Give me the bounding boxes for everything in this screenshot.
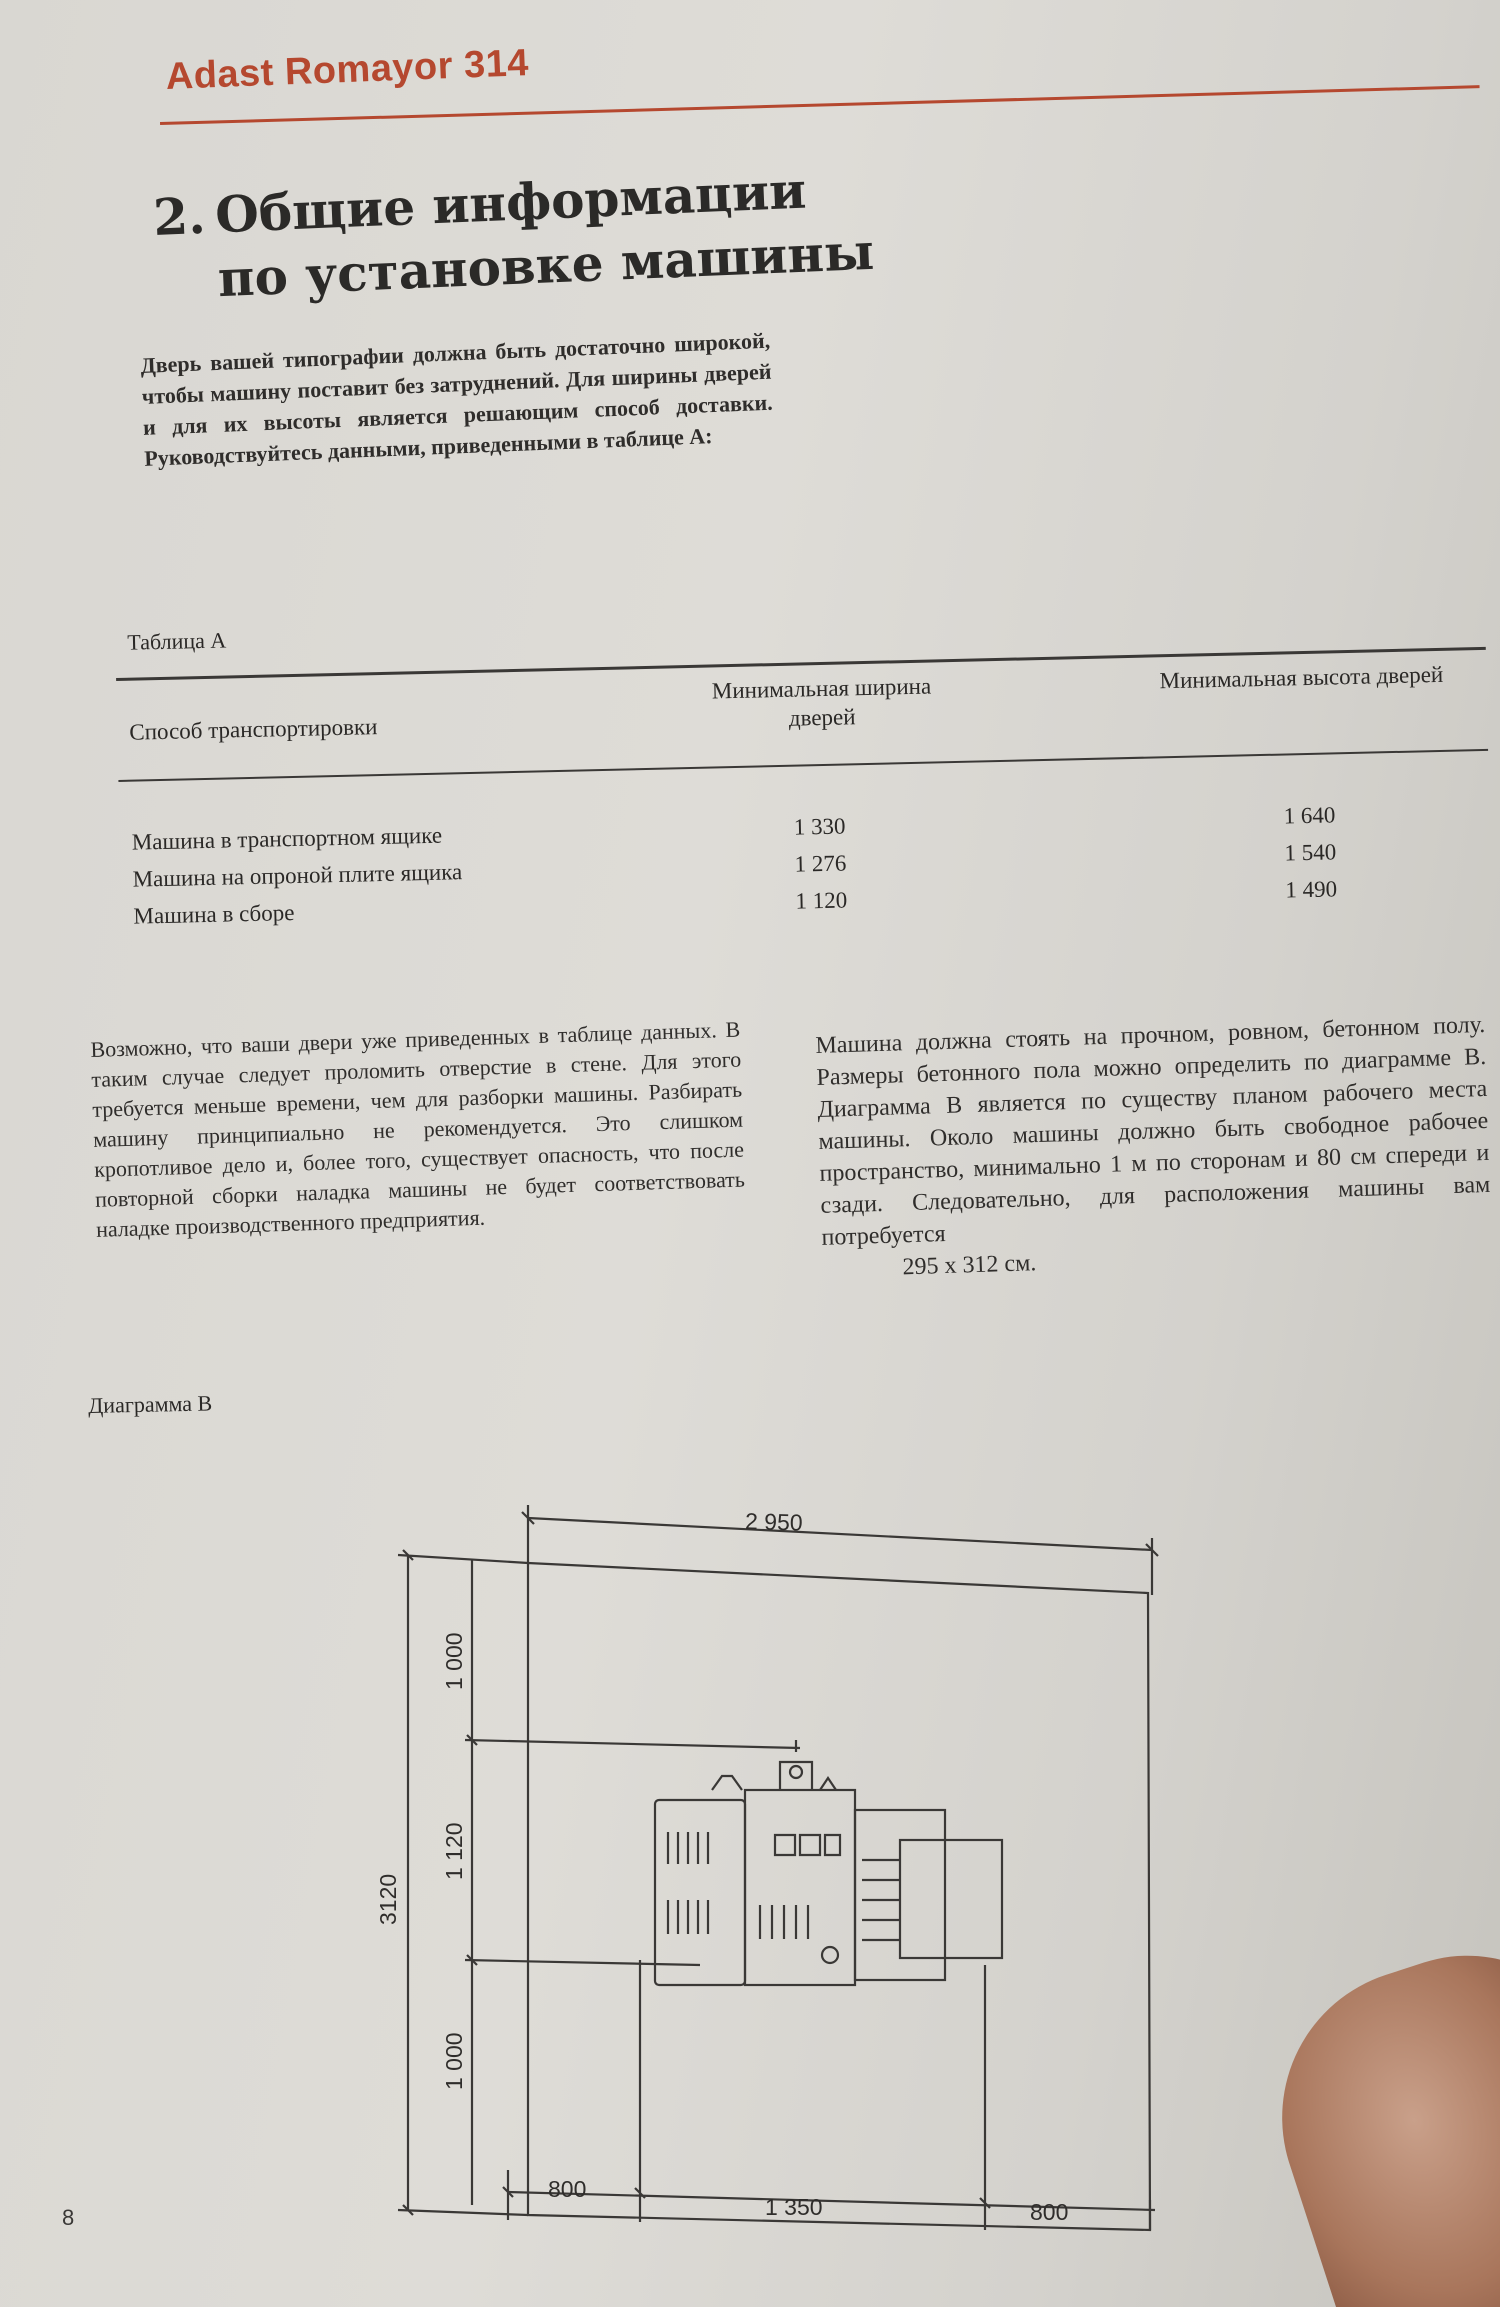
table-header-min-height: Минимальная высота дверей [1159, 661, 1444, 694]
table-cell-height: 1 540 [1284, 839, 1337, 866]
body-paragraph-right-text: Машина должна стоять на прочном, ровном, бетонном полу. Размеры бетонного пола можно определить по диаграмме В. Диаграмма В является по существу планом рабочего места машины. Около машины должно быть свободное рабочее пространство, минимально 1 м по сторонам и 80 см спереди и сзади. Следовательно, для расположения машины вам потребуется [815, 1011, 1491, 1251]
table-header-method: Способ транспортировки [129, 714, 378, 745]
body-paragraph-left: Возможно, что ваши двери уже приведенных в таблице данных. В таким случае следует проломить отверстие в стене. Для этого требуется меньше времени, чем для разборки машины. Разбирать машину принципиально не рекомендуется. Это слишком кропотливое дело и, более того, существует опасность, что после повторной сборки наладка машины не будет соответствовать наладке производственного предприятия. [90, 1016, 746, 1242]
table-cell-width: 1 120 [795, 887, 848, 914]
dim-height-total: 3120 [375, 1873, 401, 1925]
section-number: 2. [152, 185, 207, 247]
table-cell-height: 1 490 [1285, 876, 1338, 903]
page-number: 8 [62, 2205, 75, 2230]
table-cell-method: Машина на опроной плите ящика [132, 859, 463, 892]
dim-machine-depth: 1 120 [441, 1822, 467, 1880]
table-header-min-width: Минимальная ширина дверей [711, 673, 932, 731]
dim-top-clearance: 1 000 [441, 1632, 467, 1690]
section-title-line1: Общие информации [214, 160, 808, 245]
table-cell-method: Машина в транспортном ящике [131, 822, 443, 855]
table-cell-width: 1 276 [794, 850, 847, 877]
floor-area-outline [528, 1563, 1150, 2230]
dim-right-clearance: 800 [1030, 2199, 1069, 2225]
intro-paragraph: Дверь вашей типографии должна быть достаточно широкой, чтобы машину поставит без затруднений. Для ширины дверей и для их высоты является решающим способ доставки. Руководствуйтесь данными, приведенными в таблице А: [140, 327, 774, 471]
table-cell-method: Машина в сборе [133, 900, 295, 929]
machine-outline [655, 1740, 1002, 1985]
running-header-brand: Adast Romayor 314 [165, 42, 530, 98]
dim-width-total: 2 950 [744, 1508, 804, 1536]
table-caption: Таблица А [126, 627, 227, 655]
dim-machine-width: 1 350 [765, 2194, 823, 2220]
dim-left-clearance: 800 [548, 2176, 587, 2202]
diagram-caption: Диаграмма В [88, 1390, 213, 1418]
dim-line-width-total [528, 1518, 1152, 1550]
table-cell-width: 1 330 [793, 813, 846, 840]
dim-bottom-clearance: 1 000 [441, 2032, 467, 2090]
required-area-text: 295 х 312 см. [902, 1250, 1037, 1281]
table-cell-height: 1 640 [1283, 802, 1336, 829]
section-title-line2: по установке машины [216, 221, 876, 309]
